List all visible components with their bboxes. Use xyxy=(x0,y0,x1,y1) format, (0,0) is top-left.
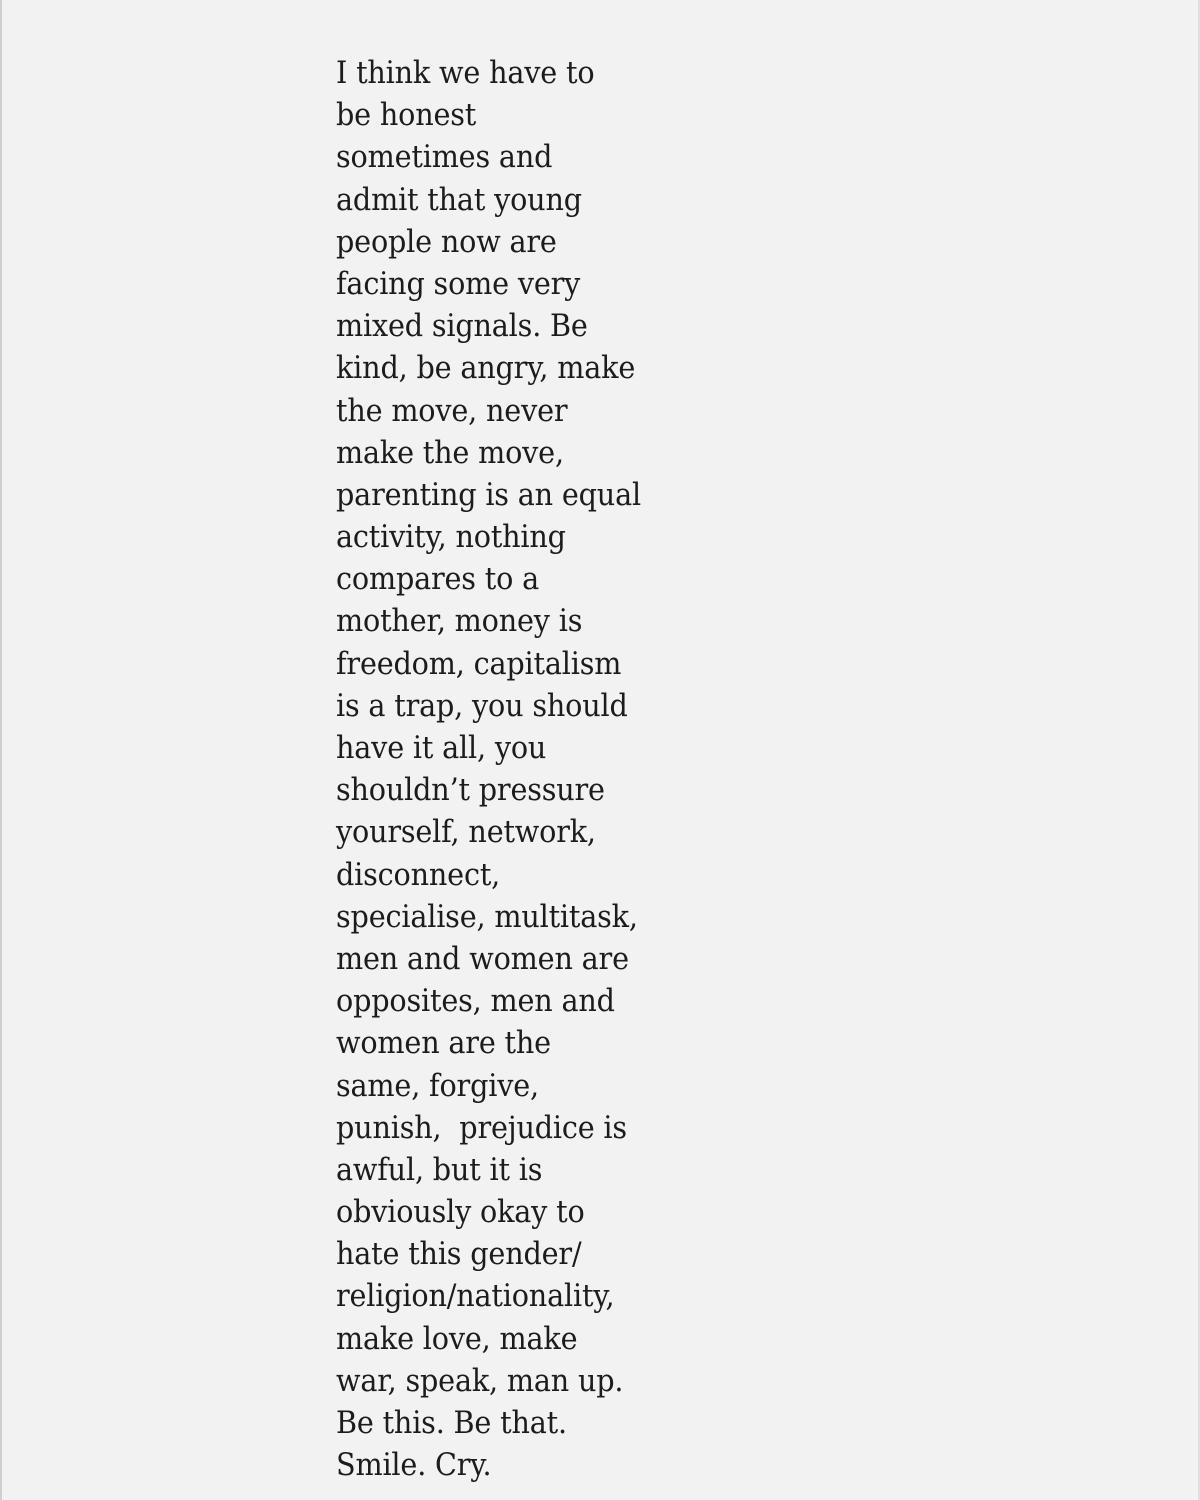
quote-line: make love, make xyxy=(336,1321,578,1357)
quote-line: yourself, network, xyxy=(336,815,596,851)
quote-line: men and women are xyxy=(336,941,629,977)
quote-line: awful, but it is xyxy=(336,1152,543,1188)
quote-line: obviously okay to xyxy=(336,1195,585,1231)
quote-line: have it all, you xyxy=(336,731,547,766)
quote-line: kind, be angry, make xyxy=(336,351,636,387)
quote-line: admit that young xyxy=(336,182,582,218)
quote-line: punish, prejudice is xyxy=(336,1110,627,1146)
quote-line: facing some very xyxy=(336,266,581,302)
quote-line: specialise, multitask, xyxy=(336,899,638,935)
quote-line: war, speak, man up. xyxy=(336,1363,624,1399)
quote-line: I think we have to xyxy=(336,56,595,91)
quote-line: women are the xyxy=(336,1026,551,1062)
quote-line: activity, nothing xyxy=(336,520,566,556)
quote-line: Smile. Cry. xyxy=(336,1448,492,1484)
quote-line: sometimes and xyxy=(336,140,553,176)
quote-line: disconnect, xyxy=(336,857,501,893)
quote-line: is a trap, you should xyxy=(336,688,628,724)
quote-line: mixed signals. Be xyxy=(336,309,588,345)
quote-line: compares to a xyxy=(336,562,539,598)
quote-line: hate this gender/ xyxy=(336,1237,582,1273)
quote-text-block xyxy=(336,53,676,1487)
quote-line: Be this. Be that. xyxy=(336,1406,567,1441)
page-left-border xyxy=(0,0,2,1500)
quote-line: freedom, capitalism xyxy=(336,646,622,682)
quote-line: make the move, xyxy=(336,435,564,471)
quote-line: be honest xyxy=(336,98,477,134)
quote-line: religion/nationality, xyxy=(336,1279,615,1315)
quote-line: same, forgive, xyxy=(336,1068,539,1104)
quote-line: shouldn’t pressure xyxy=(336,773,605,809)
quote-line: opposites, men and xyxy=(336,984,615,1020)
quote-line: mother, money is xyxy=(336,604,583,640)
quote-line: people now are xyxy=(336,224,557,260)
quote-line: the move, never xyxy=(336,393,568,429)
quote-line: parenting is an equal xyxy=(336,477,641,513)
